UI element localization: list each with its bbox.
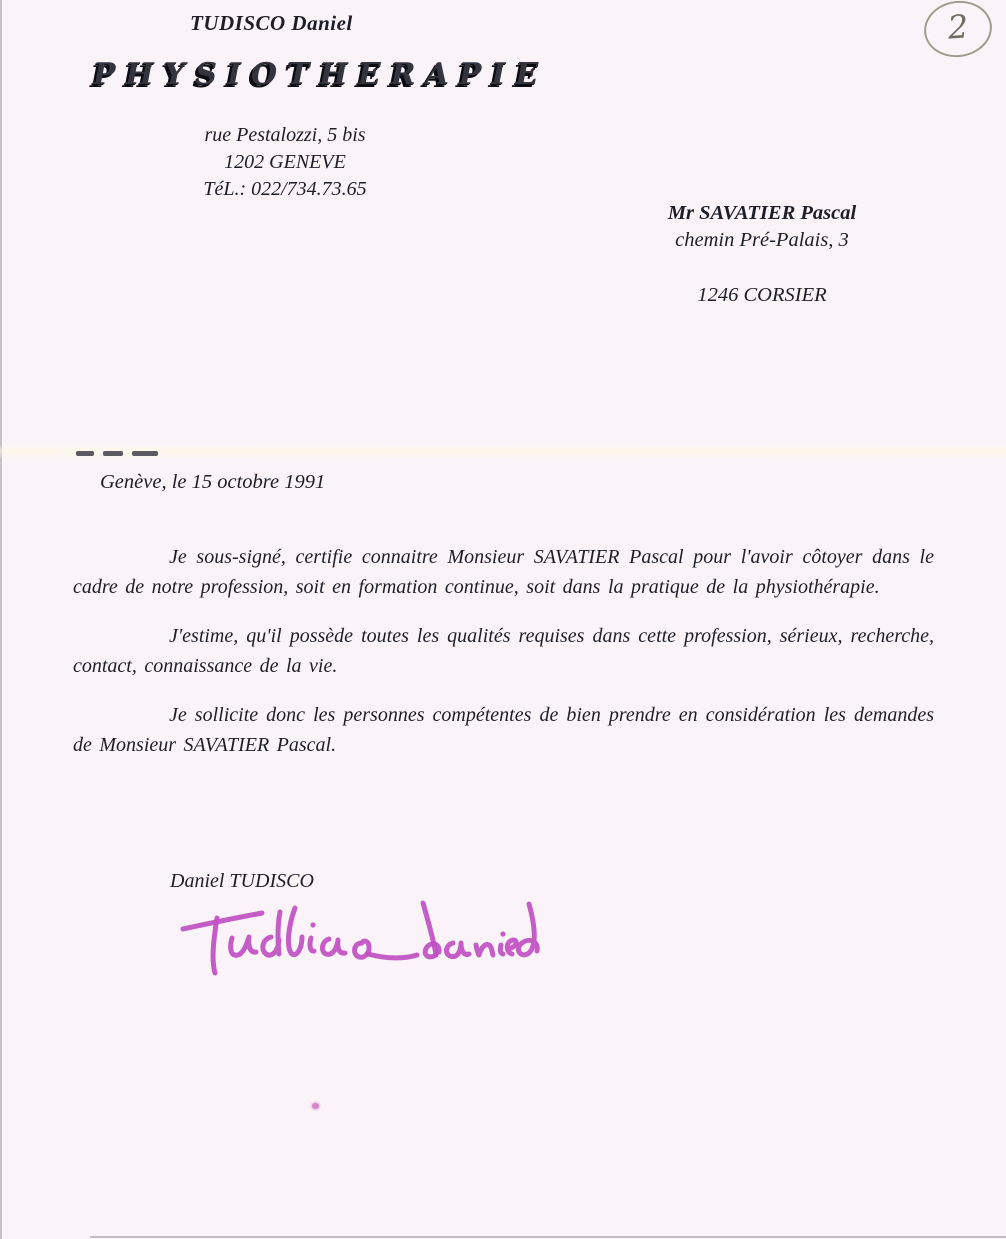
letterhead-address [125,122,445,203]
signer-typed-name: Daniel TUDISCO [170,870,314,892]
stray-dashes-artifact [76,451,158,456]
letterhead-name: TUDISCO Daniel [190,11,353,35]
paragraph-2: J'estime, qu'il possède toutes les qualités requises dans cette profession, sérieux, recherche, contact, connaissance de la vie. [73,625,934,677]
letterhead-profession: PHYSIOTHERAPIE [93,57,549,92]
paragraph-3: Je sollicite donc les personnes compétentes de bien prendre en considération les demandes de Monsieur SAVATIER Pascal. [73,704,934,756]
recipient-street: chemin Pré-Palais, 3 [675,229,849,251]
dateline: Genève, le 15 octobre 1991 [100,471,326,493]
recipient-address-block [612,200,912,309]
recipient-name: Mr SAVATIER Pascal [667,202,857,224]
pink-ink-dot-artifact [312,1103,319,1109]
handwritten-signature [176,893,566,985]
letterhead-address-street: rue Pestalozzi, 5 bis [204,124,366,146]
page-number: 2 [946,7,970,47]
scan-bottom-edge-artifact [90,1236,1006,1238]
letter-body [73,543,934,780]
scan-edge-artifact [0,0,2,1239]
paragraph-1: Je sous-signé, certifie connaitre Monsieur SAVATIER Pascal pour l'avoir côtoyer dans le cadre de notre profession, soit en formation continue, soit dans la pratique de la physiothérapie. [73,546,934,598]
recipient-city: 1246 CORSIER [697,284,827,306]
letterhead-phone: TéL.: 022/734.73.65 [203,178,367,200]
letterhead-address-city: 1202 GENEVE [224,151,346,173]
handwritten-page-number-circle [920,0,995,61]
